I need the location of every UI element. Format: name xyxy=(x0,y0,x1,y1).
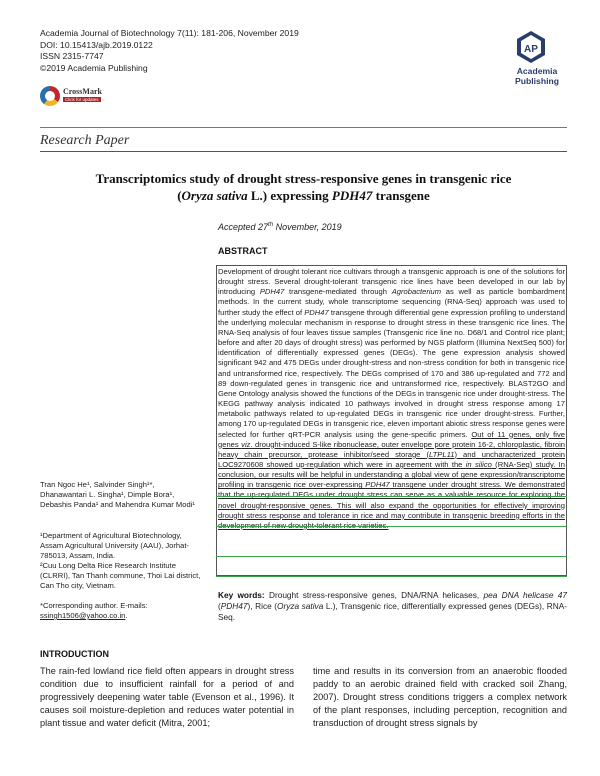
crossmark-icon xyxy=(40,86,60,106)
svg-text:AP: AP xyxy=(524,44,538,55)
affiliation-2: ²Cuu Long Delta Rice Research Institute (CLRRI), Tan Thanh commune, Thoi Lai district, Can Tho city, Vietnam. xyxy=(40,561,201,590)
header-rule-bottom xyxy=(40,151,567,152)
introduction-right-column: time and results in its conversion from an anaerobic flooded paddy to an aerobic drained field with cracked soil Zhang, 2007). Drought stress conditions triggers a complex network of the plant responses, including perception, recognition and transduction of drought stress signals by xyxy=(313,666,567,728)
journal-citation: Academia Journal of Biotechnology 7(11): 181-206, November 2019 xyxy=(40,28,299,38)
keywords-label: Key words: xyxy=(218,590,265,600)
publisher-logo-line2: Publishing xyxy=(515,76,559,86)
journal-doi[interactable]: DOI: 10.15413/ajb.2019.0122 xyxy=(40,39,153,50)
abstract-highlighted-conclusion: Out of 11 genes, only five genes viz. drought-induced S-like ribonuclease, outer envelope pore protein 16-2, chloroplastic, fibroin heavy chain precursor, protease inhibitor/seed storage (LTPL11) and uncharacterized protein LOC9270608 showed up-regulation which were in agreement with the in silico (RNA-Seq) study. In conclusion, our results will be helpful in understanding a global view of gene expression/transcriptome profiling in transgenic rice over-expressing PDH47 transgene under drought stress. We demonstrated that the up-regulated DEGs under drought stress can serve as a valuable resource for exploring the novel drought-responsive genes. This will also expand the opportunities for effectively improving drought stress response and tolerance in rice and may contribute in transgenic breeding efforts in the development of new drought-tolerant rice varieties. xyxy=(218,429,566,530)
journal-issn: ISSN 2315-7747 xyxy=(40,51,104,62)
title-species: Oryza sativa xyxy=(181,188,248,203)
crossmark-title: CrossMark xyxy=(63,87,102,96)
publisher-logo-icon xyxy=(516,30,546,64)
corresponding-author: *Corresponding author. E-mails: ssingh1506@yahoo.co.in. xyxy=(40,601,148,620)
affiliation-1: ¹Department of Agricultural Biotechnology, Assam Agricultural University (AAU), Jorhat-785013, Assam, India. xyxy=(40,531,189,560)
publisher-logo-line1: Academia xyxy=(516,66,558,76)
title-line-1: Transcriptomics study of drought stress-responsive genes in transgenic rice xyxy=(95,171,512,186)
crossmark-badge[interactable] xyxy=(40,86,122,108)
introduction-left-column: The rain-fed lowland rice field often appears in drought stress condition due to insufficient rainfall for a period of and progressively deepening water table (Evenson et al., 1996). It causes soil moisture-depletion and reduces water potential in plant tissue and water deficit (Mitra, 2001; xyxy=(40,666,294,728)
author-list: Tran Ngoc He¹, Salvinder Singh¹*, Dhanawantari L. Singha¹, Dimple Bora¹, Debashis Panda¹ and Mahendra Kumar Modi¹ xyxy=(40,480,195,509)
journal-copyright: ©2019 Academia Publishing xyxy=(40,62,148,73)
abstract-heading: ABSTRACT xyxy=(218,246,268,256)
accepted-date: Accepted 27th November, 2019 xyxy=(218,222,342,232)
header-rule-top xyxy=(40,127,567,128)
highlight-stroke xyxy=(216,556,567,557)
affiliations xyxy=(40,531,204,591)
abstract-text: Development of drought tolerant rice cultivars through a transgenic approach is one of the solutions for drought stress. Several drought-tolerant transgenic rice lines have been developed in our lab by introducing PDH47 transgene-mediated through Agrobacterium as well as particle bombardment methods. In the current study, whole transcriptome sequencing (RNA-Seq) approach was used to further study the effect of PDH47 transgene through differential gene expression profiling to understand the underlying molecular mechanism in response to drought stress in these transgenic rice lines. The RNA-Seq analysis of four leaves tissue samples (Transgenic rice line no. D68/1 and Control rice plant; before and after 20 days of drought stress) was performed by NGS platform (Illumina NextSeq 500) for identification of differentially expressed genes (DEGs). The gene expression analysis showed significant 942 and 475 DEGs under drought-stress and non-stress condition for both in transgenic rice and untransformed rice, respectively. The DEGs comprised of 170 and 386 up-regulated and 772 and 89 down-regulated genes in transgenic rice and untransformed rice, respectively. BLAST2GO and Gene Ontology analysis showed the functions of the DEGs in transgenic rice under drought-stress. The KEGG pathway analysis indicated 10 pathways involved in drought stress response among 17 metabolic pathways related to up-regulated DEGs in transgenic rice under drought-stress. Further, among 170 up-regulated DEGs in transgenic rice, eleven important abiotic stress response genes were selected for further qRT-PCR analysis using the gene-specific primers. Out of 11 genes, only five genes viz. drought-induced S-like ribonuclease, outer envelope pore protein 16-2, chloroplastic, fibroin heavy chain precursor, protease inhibitor/seed storage (LTPL11) and uncharacterized protein LOC9270608 showed up-regulation which were in agreement with the in silico (RNA-Seq) study. In conclusion, our results will be helpful in understanding a global view of gene expression/transcriptome profiling in transgenic rice over-expressing PDH47 transgene under drought stress. We demonstrated that the up-regulated DEGs under drought stress can serve as a valuable resource for exploring the novel drought-responsive genes. This will also expand the opportunities for effectively improving drought stress response and tolerance in rice and may contribute in transgenic breeding efforts in the development of new drought-tolerant rice varieties. xyxy=(218,267,566,530)
section-type: Research Paper xyxy=(40,133,130,148)
corresponding-email[interactable]: ssingh1506@yahoo.co.in xyxy=(40,611,126,620)
keywords: Key words: Drought stress-responsive genes, DNA/RNA helicases, pea DNA helicase 47 (PDH47), Rice (Oryza sativa L.), Transgenic rice, differentially expressed genes (DEGs), RNA-Seq. xyxy=(218,590,568,622)
introduction-heading: INTRODUCTION xyxy=(40,649,109,659)
journal-meta xyxy=(40,28,299,74)
paper-title xyxy=(40,170,567,204)
crossmark-subtitle: Click for updates xyxy=(65,97,99,102)
publisher-logo xyxy=(507,28,567,90)
publisher-logo-text xyxy=(507,66,567,86)
highlight-stroke xyxy=(216,496,567,497)
title-gene: PDH47 xyxy=(331,188,373,203)
highlight-stroke xyxy=(216,526,567,527)
highlight-stroke xyxy=(216,576,567,577)
title-line-2: (Oryza sativa L.) expressing PDH47 transgene xyxy=(177,188,430,203)
